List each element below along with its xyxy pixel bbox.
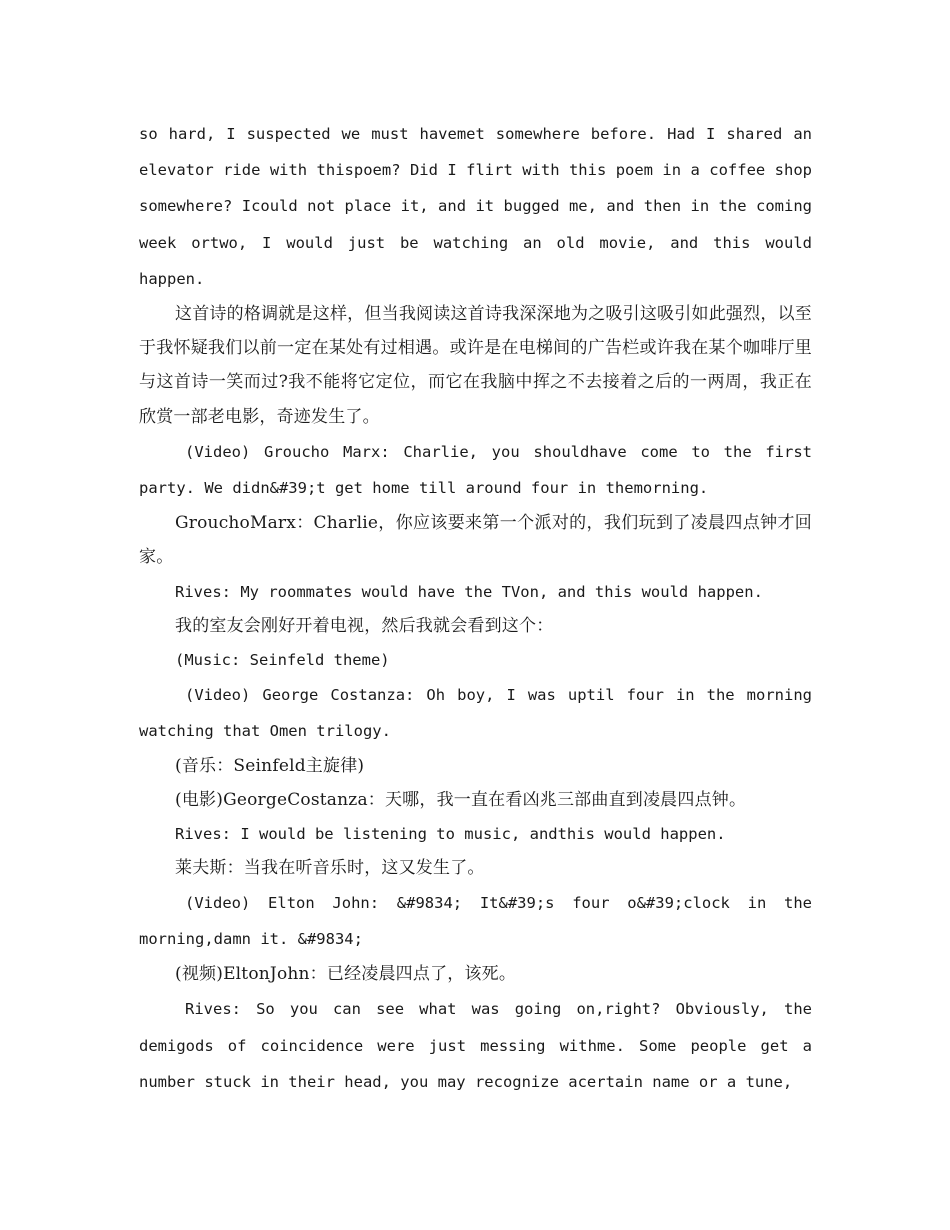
- paragraph-english-6: Rives: I would be listening to music, andthis would happen.: [175, 825, 726, 844]
- paragraph-chinese-4: (音乐：Seinfeld主旋律): [175, 756, 365, 777]
- paragraph-chinese-5: (电影)GeorgeCostanza：天哪，我一直在看凶兆三部曲直到凌晨四点钟。: [175, 790, 747, 811]
- paragraph-chinese-6: 莱夫斯：当我在听音乐时，这又发生了。: [175, 858, 485, 879]
- paragraph-chinese-3: 我的室友会刚好开着电视，然后我就会看到这个：: [175, 615, 554, 636]
- paragraph-english-1: so hard, I suspected we must havemet somewhere before. Had I shared an elevator ride with thispoem? Did I flirt with this poem in a coffee shop somewhere? Icould not place it, and it bugged me, and then in the coming week ortwo, I would just be watching an old movie, and this would happen.: [139, 125, 812, 288]
- paragraph-english-8: Rives: So you can see what was going on,right? Obviously, the demigods of coincidence were just messing withme. Some people get a number stuck in their head, you may recognize acertain name or a tune,: [139, 1000, 812, 1091]
- paragraph-english-5: (Video) George Costanza: Oh boy, I was uptil four in the morning watching that Omen trilogy.: [139, 685, 812, 740]
- paragraph-chinese-7: (视频)EltonJohn：已经凌晨四点了，该死。: [175, 964, 517, 985]
- paragraph-english-4: (Music: Seinfeld theme): [175, 650, 390, 669]
- paragraph-chinese-2: GrouchoMarx：Charlie，你应该要来第一个派对的，我们玩到了凌晨四点钟才回家。: [139, 513, 812, 568]
- paragraph-english-2: (Video) Groucho Marx: Charlie, you shouldhave come to the first party. We didn&#39;t get home till around four in themorning.: [139, 442, 812, 498]
- paragraph-english-3: Rives: My roommates would have the TVon, and this would happen.: [175, 582, 763, 601]
- document-body: [139, 116, 812, 1100]
- paragraph-chinese-1: 这首诗的格调就是这样，但当我阅读这首诗我深深地为之吸引这吸引如此强烈，以至于我怀疑我们以前一定在某处有过相遇。或许是在电梯间的广告栏或许我在某个咖啡厅里与这首诗一笑而过?我不能将它定位，而它在我脑中挥之不去接着之后的一两周，我正在欣赏一部老电影，奇迹发生了。: [139, 304, 812, 427]
- paragraph-english-7: (Video) Elton John: &#9834; It&#39;s four o&#39;clock in the morning,damn it. &#9834;: [139, 894, 812, 949]
